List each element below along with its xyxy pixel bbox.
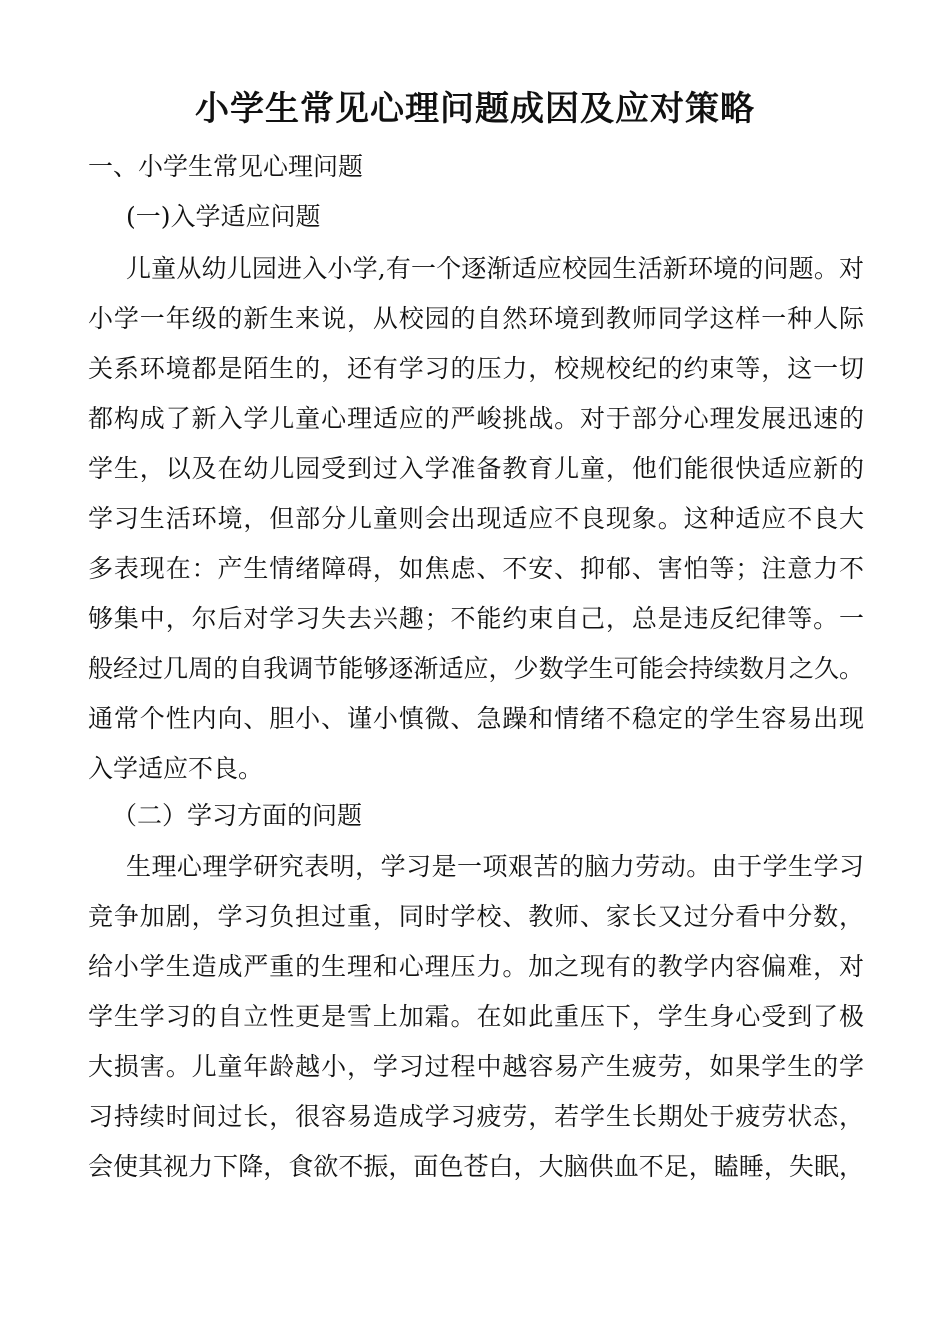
paragraph-line: 竞争加剧，学习负担过重，同时学校、教师、家长又过分看中分数， bbox=[88, 902, 864, 931]
paragraph-adaptation bbox=[88, 244, 864, 794]
paragraph-line: 习持续时间过长，很容易造成学习疲劳，若学生长期处于疲劳状态， bbox=[88, 1102, 864, 1131]
paragraph-line: 都构成了新入学儿童心理适应的严峻挑战。对于部分心理发展迅速的 bbox=[88, 404, 864, 433]
subsection-heading-1: (一)入学适应问题 bbox=[126, 202, 321, 231]
paragraph-line: 大损害。儿童年龄越小，学习过程中越容易产生疲劳，如果学生的学 bbox=[88, 1052, 864, 1081]
paragraph-line: 关系环境都是陌生的，还有学习的压力，校规校纪的约束等，这一切 bbox=[88, 354, 864, 383]
subsection-heading-2: （二）学习方面的问题 bbox=[112, 801, 363, 830]
paragraph-line: 儿童从幼儿园进入小学,有一个逐渐适应校园生活新环境的问题。对 bbox=[126, 254, 864, 283]
paragraph-line: 多表现在：产生情绪障碍，如焦虑、不安、抑郁、害怕等；注意力不 bbox=[88, 554, 864, 583]
paragraph-line: 学生，以及在幼儿园受到过入学准备教育儿童，他们能很快适应新的 bbox=[88, 454, 864, 483]
paragraph-line: 会使其视力下降，食欲不振，面色苍白，大脑供血不足，瞌睡，失眠， bbox=[88, 1152, 864, 1181]
paragraph-line: 小学一年级的新生来说，从校园的自然环境到教师同学这样一种人际 bbox=[88, 304, 864, 333]
paragraph-line: 学生学习的自立性更是雪上加霜。在如此重压下，学生身心受到了极 bbox=[88, 1002, 864, 1031]
paragraph-line: 生理心理学研究表明，学习是一项艰苦的脑力劳动。由于学生学习 bbox=[126, 852, 864, 881]
paragraph-line: 给小学生造成严重的生理和心理压力。加之现有的教学内容偏难，对 bbox=[88, 952, 864, 981]
paragraph-line: 够集中，尔后对学习失去兴趣；不能约束自己，总是违反纪律等。一 bbox=[88, 604, 864, 633]
paragraph-line: 入学适应不良。 bbox=[88, 754, 264, 783]
section-heading-1: 一、小学生常见心理问题 bbox=[88, 152, 364, 181]
paragraph-learning bbox=[88, 842, 864, 1192]
paragraph-line: 般经过几周的自我调节能够逐渐适应，少数学生可能会持续数月之久。 bbox=[88, 654, 864, 683]
document-title: 小学生常见心理问题成因及应对策略 bbox=[195, 89, 755, 129]
paragraph-line: 学习生活环境，但部分儿童则会出现适应不良现象。这种适应不良大 bbox=[88, 504, 864, 533]
paragraph-line: 通常个性内向、胆小、谨小慎微、急躁和情绪不稳定的学生容易出现 bbox=[88, 704, 864, 733]
